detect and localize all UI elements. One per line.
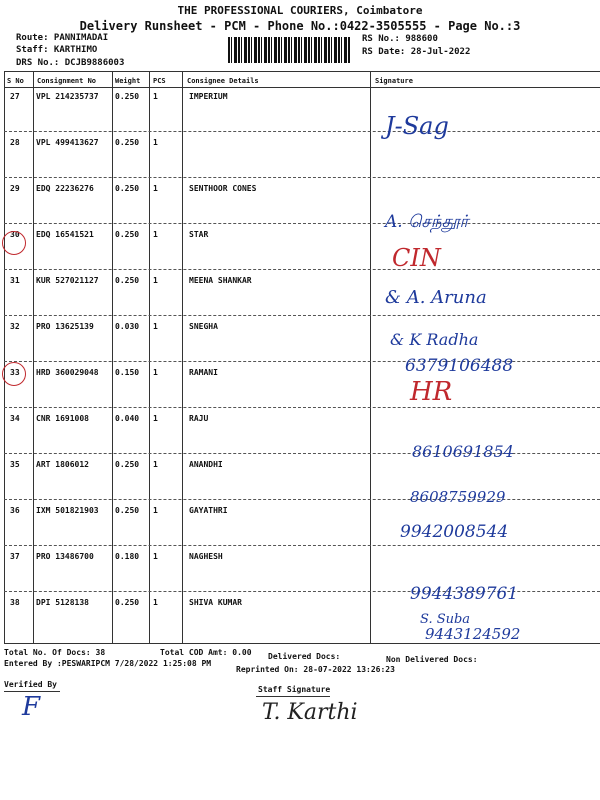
handwritten-phone-35: 8608759929 bbox=[410, 488, 506, 506]
handwritten-signature-27: J-Sag bbox=[385, 112, 449, 140]
row-pcs: 1 bbox=[153, 276, 158, 285]
row-consignment-no: KUR 527021127 bbox=[36, 276, 99, 285]
row-weight: 0.040 bbox=[115, 414, 140, 423]
row-sno: 36 bbox=[10, 506, 20, 515]
handwritten-signature-38: S. Suba bbox=[420, 612, 471, 627]
row-consignment-no: EDQ 22236276 bbox=[36, 184, 94, 193]
row-divider bbox=[4, 315, 600, 316]
row-divider bbox=[4, 545, 600, 546]
row-pcs: 1 bbox=[153, 230, 158, 239]
row-sno: 28 bbox=[10, 138, 20, 147]
handwritten-signature-30: CIN bbox=[392, 244, 441, 272]
verified-signature: F bbox=[22, 692, 41, 722]
row-consignment-no: PRO 13486700 bbox=[36, 552, 94, 561]
row-pcs: 1 bbox=[153, 92, 158, 101]
row-pcs: 1 bbox=[153, 552, 158, 561]
row-consignment-no: IXM 501821903 bbox=[36, 506, 99, 515]
row-weight: 0.180 bbox=[115, 552, 140, 561]
handwritten-signature-29: A. செந்தூர் bbox=[385, 212, 469, 232]
row-sno: 32 bbox=[10, 322, 20, 331]
row-consignment-no: ART 1806012 bbox=[36, 460, 89, 469]
row-weight: 0.250 bbox=[115, 138, 140, 147]
row-weight: 0.250 bbox=[115, 230, 140, 239]
row-sno: 31 bbox=[10, 276, 20, 285]
row-pcs: 1 bbox=[153, 506, 158, 515]
row-weight: 0.030 bbox=[115, 322, 140, 331]
row-sno: 33 bbox=[10, 368, 20, 377]
row-pcs: 1 bbox=[153, 460, 158, 469]
row-sno: 30 bbox=[10, 230, 20, 239]
row-consignee: GAYATHRI bbox=[189, 506, 228, 515]
row-divider bbox=[4, 269, 600, 270]
col-header-consignment: Consignment No bbox=[37, 77, 97, 85]
drs-number: DRS No.: DCJB9886003 bbox=[16, 58, 125, 68]
row-consignee: SHIVA KUMAR bbox=[189, 598, 242, 607]
row-consignment-no: VPL 214235737 bbox=[36, 92, 99, 101]
handwritten-phone-38: 9443124592 bbox=[425, 625, 521, 643]
handwritten-signature-32: & K Radha bbox=[390, 330, 479, 349]
row-pcs: 1 bbox=[153, 184, 158, 193]
row-sno: 29 bbox=[10, 184, 20, 193]
row-consignee: STAR bbox=[189, 230, 209, 239]
row-consignment-no: VPL 499413627 bbox=[36, 138, 99, 147]
total-docs: Total No. Of Docs: 38 bbox=[4, 648, 106, 657]
handwritten-phone-37: 9944389761 bbox=[410, 584, 519, 604]
company-title: THE PROFESSIONAL COURIERS, Coimbatore bbox=[177, 4, 423, 17]
row-divider bbox=[4, 223, 600, 224]
row-divider bbox=[4, 499, 600, 500]
row-consignment-no: DPI 5128138 bbox=[36, 598, 89, 607]
row-weight: 0.250 bbox=[115, 598, 140, 607]
row-sno: 35 bbox=[10, 460, 20, 469]
row-consignment-no: PRO 13625139 bbox=[36, 322, 94, 331]
handwritten-signature-31: & A. Aruna bbox=[385, 287, 487, 308]
row-consignee: IMPERIUM bbox=[189, 92, 228, 101]
staff-signature-underline bbox=[256, 696, 330, 697]
red-circle-mark bbox=[2, 231, 26, 255]
row-consignment-no: CNR 1691008 bbox=[36, 414, 89, 423]
barcode bbox=[228, 37, 350, 63]
staff-label: Staff: KARTHIMO bbox=[16, 45, 98, 55]
red-circle-mark bbox=[2, 362, 26, 386]
row-weight: 0.250 bbox=[115, 276, 140, 285]
reprinted-on: Reprinted On: 28-07-2022 13:26:23 bbox=[236, 665, 395, 674]
row-pcs: 1 bbox=[153, 322, 158, 331]
row-pcs: 1 bbox=[153, 138, 158, 147]
row-consignee: SNEGHA bbox=[189, 322, 218, 331]
col-header-pcs: PCS bbox=[153, 77, 166, 85]
row-sno: 38 bbox=[10, 598, 20, 607]
non-delivered-docs: Non Delivered Docs: bbox=[386, 655, 478, 664]
row-consignee: SENTHOOR CONES bbox=[189, 184, 257, 193]
row-consignee: RAJU bbox=[189, 414, 209, 423]
col-header-weight: Weight bbox=[115, 77, 141, 85]
row-pcs: 1 bbox=[153, 414, 158, 423]
row-weight: 0.250 bbox=[115, 184, 140, 193]
col-header-signature: Signature bbox=[375, 77, 413, 85]
staff-signature-label: Staff Signature bbox=[258, 685, 331, 694]
handwritten-phone-34: 8610691854 bbox=[412, 442, 514, 461]
staff-handwritten-signature: T. Karthi bbox=[262, 700, 358, 725]
row-consignment-no: EDQ 16541521 bbox=[36, 230, 94, 239]
row-consignee: MEENA SHANKAR bbox=[189, 276, 252, 285]
row-consignee: RAMANI bbox=[189, 368, 218, 377]
col-header-sno: S No bbox=[7, 77, 24, 85]
row-divider bbox=[4, 131, 600, 132]
runsheet-title: Delivery Runsheet - PCM - Phone No.:0422-3505555 - Page No.:3 bbox=[79, 19, 521, 33]
row-pcs: 1 bbox=[153, 598, 158, 607]
col-header-consignee: Consignee Details bbox=[187, 77, 259, 85]
delivered-docs: Delivered Docs: bbox=[268, 652, 341, 661]
row-divider bbox=[4, 407, 600, 408]
row-sno: 34 bbox=[10, 414, 20, 423]
row-weight: 0.250 bbox=[115, 506, 140, 515]
row-divider bbox=[4, 177, 600, 178]
handwritten-phone-32: 6379106488 bbox=[405, 356, 514, 376]
row-consignee: ANANDHI bbox=[189, 460, 223, 469]
row-weight: 0.250 bbox=[115, 460, 140, 469]
entered-by: Entered By :PESWARIPCM 7/28/2022 1:25:08 PM bbox=[4, 659, 212, 668]
total-cod: Total COD Amt: 0.00 bbox=[160, 648, 252, 657]
verified-by-label: Verified By bbox=[4, 680, 57, 689]
rs-number: RS No.: 988600 bbox=[362, 34, 438, 44]
handwritten-phone-36: 9942008544 bbox=[400, 522, 509, 542]
row-pcs: 1 bbox=[153, 368, 158, 377]
row-consignment-no: HRD 360029048 bbox=[36, 368, 99, 377]
row-sno: 37 bbox=[10, 552, 20, 561]
row-consignee: NAGHESH bbox=[189, 552, 223, 561]
row-sno: 27 bbox=[10, 92, 20, 101]
handwritten-signature-33: HR bbox=[410, 377, 453, 407]
route-label: Route: PANNIMADAI bbox=[16, 33, 109, 43]
row-weight: 0.150 bbox=[115, 368, 140, 377]
row-weight: 0.250 bbox=[115, 92, 140, 101]
rs-date: RS Date: 28-Jul-2022 bbox=[362, 47, 471, 57]
